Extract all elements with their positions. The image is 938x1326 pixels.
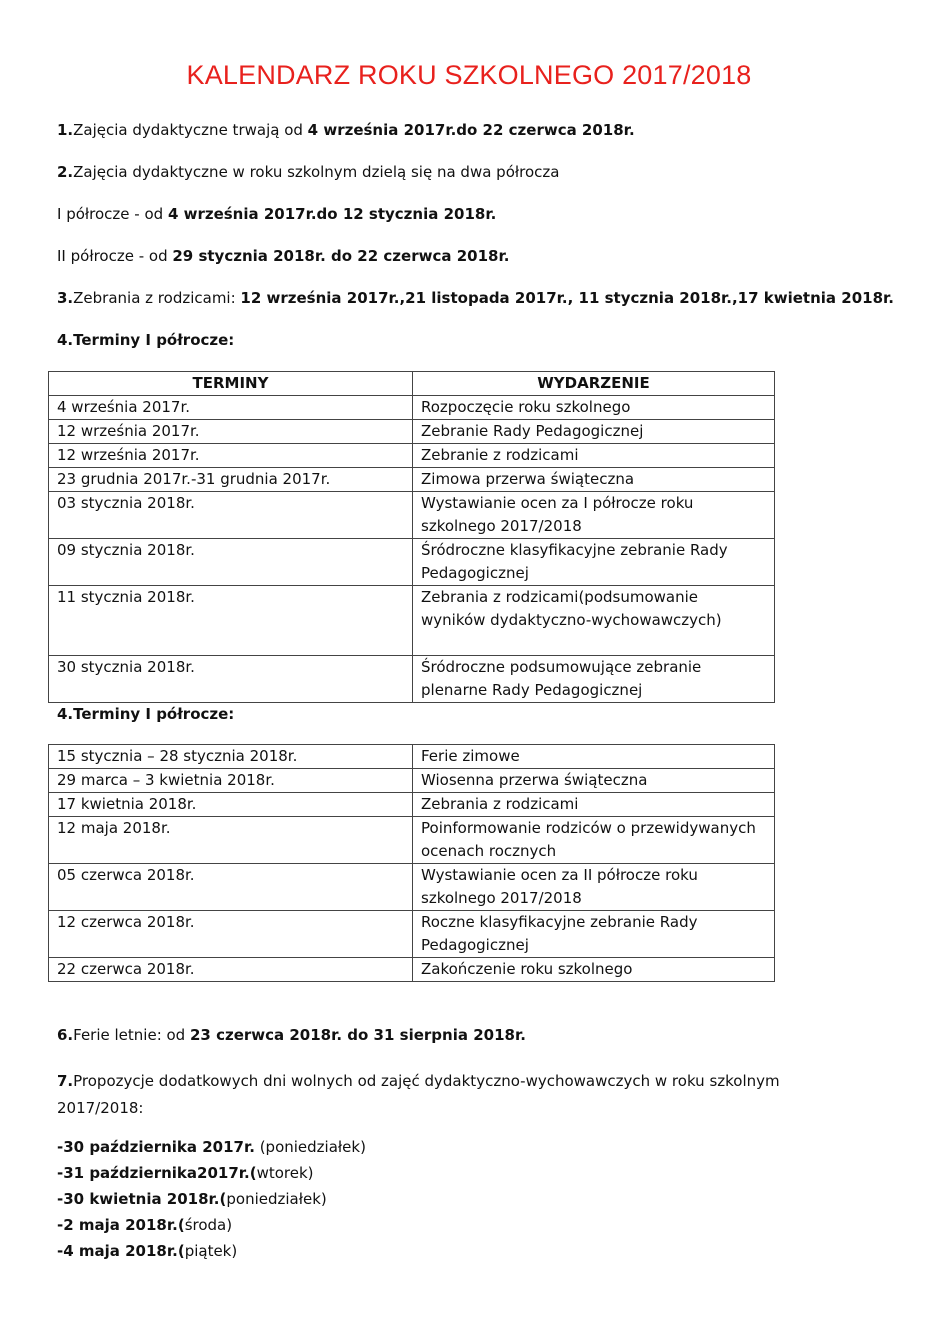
row-date: 15 stycznia – 28 stycznia 2018r. (49, 745, 413, 769)
paragraph-6-number: 6. (57, 1026, 74, 1044)
row-date: 03 stycznia 2018r. (49, 492, 413, 539)
day-off-weekday: poniedziałek) (226, 1190, 327, 1208)
day-off-date: -30 kwietnia 2018r.( (57, 1190, 227, 1208)
paragraph-6-text: Ferie letnie: od (73, 1026, 190, 1044)
paragraph-2-number: 2. (57, 163, 74, 181)
day-off-weekday: środa) (184, 1216, 233, 1234)
paragraph-7 (57, 1068, 780, 1122)
paragraph-7-line-2: 2017/2018: (57, 1099, 144, 1117)
paragraph-2 (57, 162, 559, 182)
paragraph-1-number: 1. (57, 121, 74, 139)
row-event: Śródroczne klasyfikacyjne zebranie Rady Pedagogicznej (413, 539, 775, 586)
table-row (49, 396, 775, 420)
section-5-heading-text: 4.Terminy I półrocze: (57, 705, 235, 723)
list-item (57, 1134, 366, 1160)
list-item (57, 1238, 366, 1264)
list-item (57, 1186, 366, 1212)
day-off-weekday: (poniedziałek) (254, 1138, 366, 1156)
table-row (49, 656, 775, 703)
table-row (49, 769, 775, 793)
paragraph-3 (57, 288, 894, 308)
schedule-table-1 (48, 371, 775, 703)
paragraph-3-number: 3. (57, 289, 74, 307)
section-4-heading-text: 4.Terminy I półrocze: (57, 331, 235, 349)
schedule-table-2 (48, 744, 775, 982)
day-off-weekday: wtorek) (256, 1164, 314, 1182)
section-4-heading (57, 330, 234, 350)
row-event: Poinformowanie rodziców o przewidywanych ocenach rocznych (413, 817, 775, 864)
row-event: Zebranie z rodzicami (413, 444, 775, 468)
row-date: 05 czerwca 2018r. (49, 864, 413, 911)
table-row (49, 586, 775, 656)
table-row (49, 958, 775, 982)
row-date: 30 stycznia 2018r. (49, 656, 413, 703)
paragraph-1 (57, 120, 635, 140)
row-date: 12 września 2017r. (49, 420, 413, 444)
row-event: Roczne klasyfikacyjne zebranie Rady Pedagogicznej (413, 911, 775, 958)
table-row (49, 793, 775, 817)
row-date: 11 stycznia 2018r. (49, 586, 413, 656)
row-event: Ferie zimowe (413, 745, 775, 769)
row-event: Wystawianie ocen za II półrocze roku szkolnego 2017/2018 (413, 864, 775, 911)
row-date: 23 grudnia 2017r.-31 grudnia 2017r. (49, 468, 413, 492)
semester-1-line (57, 204, 496, 224)
semester-2-line (57, 246, 509, 266)
semester-1-text: I półrocze - od (57, 205, 168, 223)
semester-2-dates: 29 stycznia 2018r. do 22 czerwca 2018r. (172, 247, 510, 265)
paragraph-7-number: 7. (57, 1072, 74, 1090)
table-row (49, 492, 775, 539)
row-date: 12 maja 2018r. (49, 817, 413, 864)
table-row (49, 817, 775, 864)
row-date: 4 września 2017r. (49, 396, 413, 420)
table-row (49, 420, 775, 444)
row-date: 22 czerwca 2018r. (49, 958, 413, 982)
row-date: 09 stycznia 2018r. (49, 539, 413, 586)
row-event: Zebrania z rodzicami(podsumowanie wyników dydaktyczno-wychowawczych) (413, 586, 775, 656)
table-row (49, 864, 775, 911)
row-event: Wystawianie ocen za I półrocze roku szkolnego 2017/2018 (413, 492, 775, 539)
semester-1-dates: 4 września 2017r.do 12 stycznia 2018r. (167, 205, 497, 223)
row-date: 12 września 2017r. (49, 444, 413, 468)
table-row (49, 539, 775, 586)
table-row (49, 468, 775, 492)
row-date: 17 kwietnia 2018r. (49, 793, 413, 817)
day-off-date: -31 października2017r.( (57, 1164, 257, 1182)
table-header-row (49, 372, 775, 396)
row-event: Zebrania z rodzicami (413, 793, 775, 817)
day-off-weekday: piątek) (184, 1242, 238, 1260)
table-row (49, 745, 775, 769)
paragraph-6 (57, 1025, 526, 1045)
paragraph-2-text: Zajęcia dydaktyczne w roku szkolnym dzielą się na dwa półrocza (73, 163, 560, 181)
table-row (49, 911, 775, 958)
list-item (57, 1160, 366, 1186)
row-event: Wiosenna przerwa świąteczna (413, 769, 775, 793)
paragraph-3-dates: 12 września 2017r.,21 listopada 2017r., 11 stycznia 2018r.,17 kwietnia 2018r. (240, 289, 894, 307)
day-off-date: -4 maja 2018r.( (57, 1242, 185, 1260)
section-5-heading (57, 704, 234, 724)
paragraph-1-text: Zajęcia dydaktyczne trwają od (73, 121, 308, 139)
days-off-list (57, 1134, 366, 1264)
semester-2-text: II półrocze - od (57, 247, 173, 265)
row-date: 12 czerwca 2018r. (49, 911, 413, 958)
day-off-date: -2 maja 2018r.( (57, 1216, 185, 1234)
list-item (57, 1212, 366, 1238)
paragraph-6-dates: 23 czerwca 2018r. do 31 sierpnia 2018r. (189, 1026, 526, 1044)
paragraph-1-bold: 4 września 2017r.do 22 czerwca 2018r. (307, 121, 635, 139)
header-wydarzenie: WYDARZENIE (413, 372, 775, 396)
table-row (49, 444, 775, 468)
day-off-date: -30 października 2017r. (57, 1138, 255, 1156)
row-event: Zebranie Rady Pedagogicznej (413, 420, 775, 444)
paragraph-3-text: Zebrania z rodzicami: (73, 289, 241, 307)
header-terminy: TERMINY (49, 372, 413, 396)
paragraph-7-line-1: Propozycje dodatkowych dni wolnych od zajęć dydaktyczno-wychowawczych w roku szkolnym (73, 1072, 780, 1090)
row-event: Rozpoczęcie roku szkolnego (413, 396, 775, 420)
page-title: KALENDARZ ROKU SZKOLNEGO 2017/2018 (186, 60, 752, 90)
row-event: Zimowa przerwa świąteczna (413, 468, 775, 492)
row-date: 29 marca – 3 kwietnia 2018r. (49, 769, 413, 793)
row-event: Śródroczne podsumowujące zebranie plenarne Rady Pedagogicznej (413, 656, 775, 703)
row-event: Zakończenie roku szkolnego (413, 958, 775, 982)
